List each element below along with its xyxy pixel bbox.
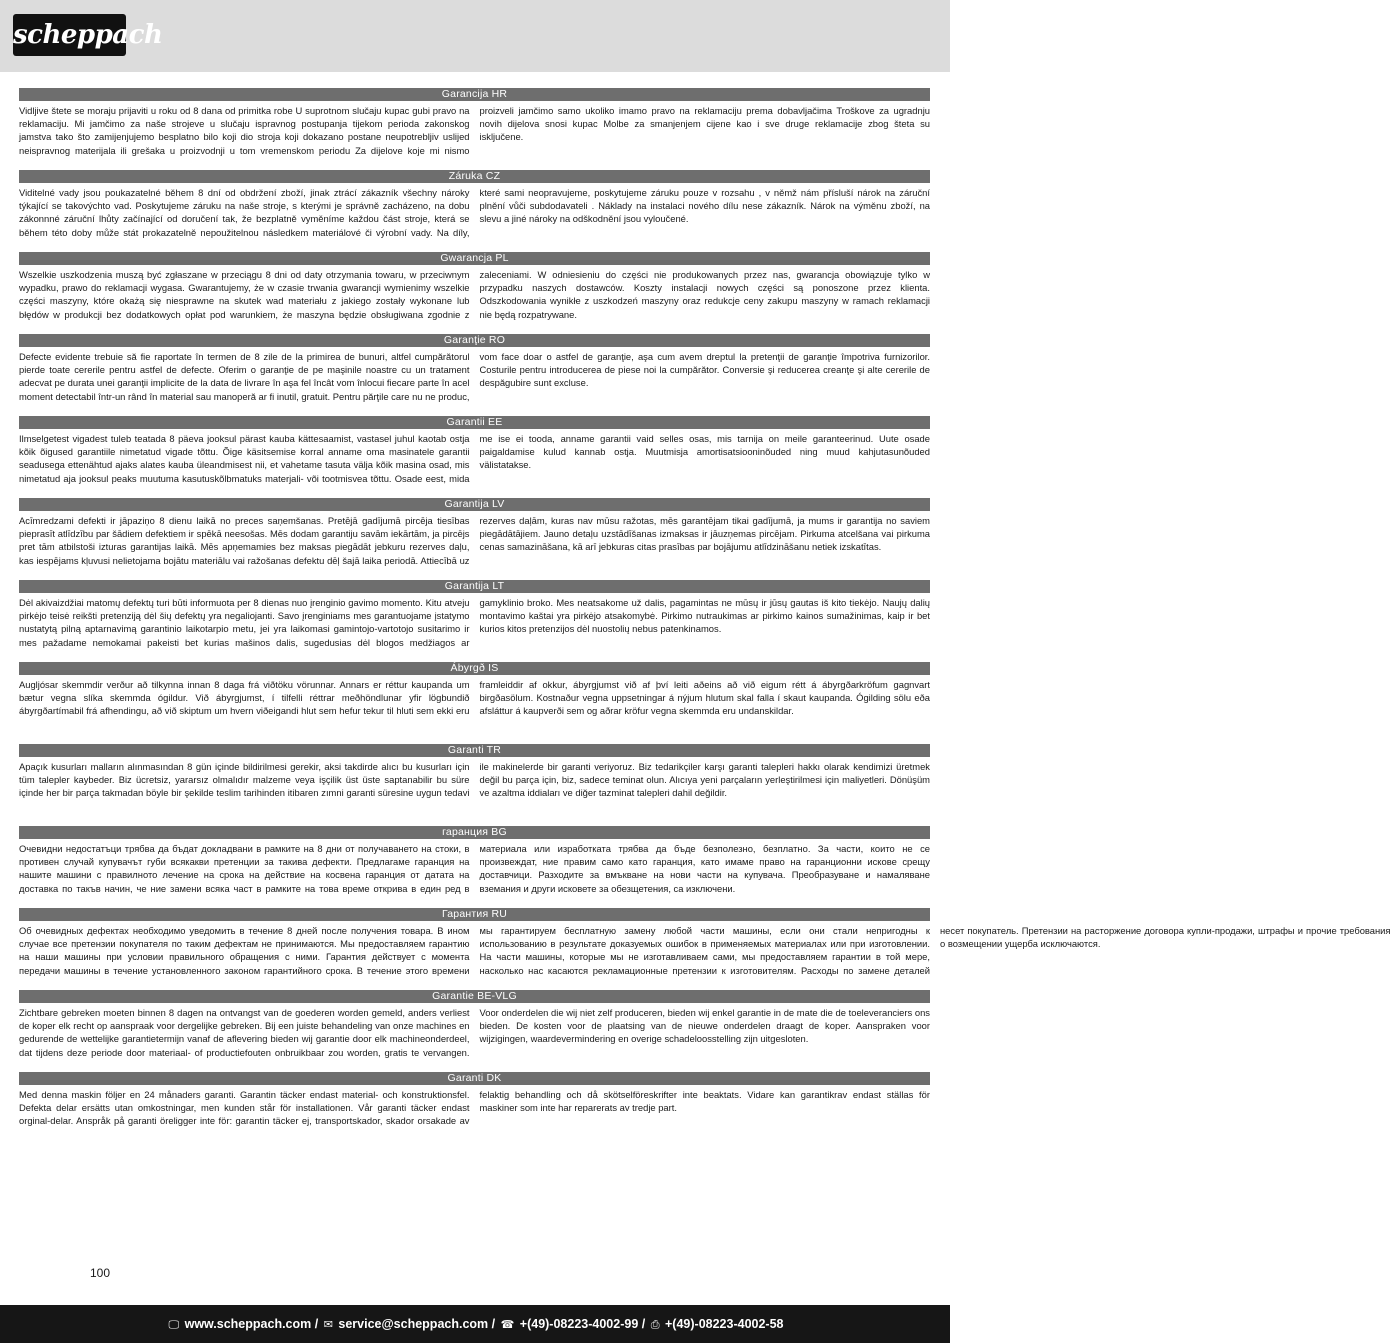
page-header [0,0,950,72]
warranty-section-pl [19,252,930,334]
page-footer [0,1305,950,1343]
section-text: Viditelné vady jsou poukazatelné během 8 dní od obdržení zboží, jinak ztrácí zákazník všechny nároky týkající se takovýchto vad. Poskytujeme záruku na naše stroje, s kterými je správně zacházeno, na dobu zákonnné záruční lhůty začínající od doručení tak, že bezplatně vyměníme každou část stroje, která se během této doby může stát prokazatelně nepoužitelnou následkem materiálové či výrobní vady. Na díly, které sami neopravujeme, poskytujeme záruku pouze v rozsahu , v němž nám přísluší nárok na záruční plnění vůči subdodavateli . Náklady na instalaci nového dílu nese zákazník. Nárok na výměnu zboží, na slevu a jiné nároky na odškodnění jsou vyloučené. [19,187,930,238]
section-title: Ábyrgð IS [19,662,930,675]
section-title: Garanţie RO [19,334,930,347]
warranty-section-ee [19,416,930,498]
section-title: Garantii EE [19,416,930,429]
section-text: Очевидни недостатъци трябва да бъдат докладвани в рамките на 8 дни от получаването на стоки, в противен случай купувачът губи всякакви претенции за такива дефекти. Предлагаме гаранция на нашите машини с правилното лечение на срока на действие на косвена гаранция от датата на доставка по такъв начин, че ние замени всяка част в рамките на това време открива в един ред в материала или изработката трябва да бъде безполезно, безплатно. За части, които не се произвеждат, ние правим само като гаранция, като имаме право на гаранционни искове срещу доставчици. Разходите за вмъкване на нови части на купувача. Преобразуване и намаляване вземания и други исковете за обезщетения, са изключени. [19,843,930,894]
footer-email-link[interactable]: service@scheppach.com / [338,1317,496,1331]
warranty-section-hr [19,88,930,170]
section-text: Augljósar skemmdir verður að tilkynna innan 8 daga frá viðtöku vörunnar. Annars er réttur kaupanda um bætur vegna slíka skemmda ógildur. Við ábyrgjumst, í tilfelli réttrar meðhöndlunar yfir lögbundið ábyrgðartímabil frá afhendingu, að við skiptum um hvern viðeigandi hlut sem hefur tekur til hluti sem ekki eru framleiddir af okkur, ábyrgjumst við af því leiti aðeins að við eigum rétt á ábyrgðarkröfum gagnvart birgðasölum. Kostnaður vegna uppsetningar á nýjum hlutum skal falla í skaut kaupanda. Ógilding sölu eða afsláttur á kaupverði sem og aðrar kröfur vegna skemmda eru undanskildar. [19,679,930,717]
warranty-section-ru [19,908,1391,990]
section-text: Apaçık kusurları malların alınmasından 8 gün içinde bildirilmesi gerekir, aksi takdirde alıcı bu kusurları için tüm talepler kaybeder. Biz ücretsiz, yararsız olmalıdır malzeme veya işçilik üst üste saptanabilir bu süre içinde her bir parça takmadan böyle bir şekilde teslim tarihinden itibaren zımni garanti süresine uygun tedavi ile makinelerde bir garanti veriyoruz. Biz tedarikçiler karşı garanti talepleri hakkı olarak kendimizi üretmek değil bu parça için, biz, sadece teminat olun. Alıcıya yeni parçaların yerleştirilmesi için maliyetleri. Dönüşüm ve azaltma iddiaları ve diğer tazminat talepleri dahil değildir. [19,761,930,799]
footer-phone: +(49)-08223-4002-99 / [519,1317,646,1331]
page-number: 100 [90,1266,111,1280]
section-text: Zichtbare gebreken moeten binnen 8 dagen na ontvangst van de goederen worden gemeld, anders verliest de koper elk recht op aanspraak voor dergelijke gebreken. Bij een juiste behandeling van onze machines en gedurende de wettelijke garantietermijn vanaf de aflevering bieden wij garantie door elk machineonderdeel, dat tijdens deze periode door materiaal- of productiefouten onbruikbaar zou worden, gratis te vervangen. Voor onderdelen die wij niet zelf produceren, bieden wij enkel garantie in de mate die de toeleveranciers ons bieden. De kosten voor de plaatsing van de nieuwe onderdelen draagt de koper. Aanspraken voor wijzigingen, waardevermindering en overige schadeloosstelling zijn uitgesloten. [19,1007,930,1058]
warranty-section-cz [19,170,930,252]
section-title: Garanti TR [19,744,930,757]
mail-icon: ✉ [323,1319,333,1331]
section-title: Garancija HR [19,88,930,101]
warranty-section-be-vlg [19,990,930,1072]
warranty-section-ro [19,334,930,416]
warranty-section-lt [19,580,930,662]
warranty-section-lv [19,498,930,580]
warranty-content [19,88,1391,1154]
footer-website-link[interactable]: www.scheppach.com / [184,1317,319,1331]
section-title: Garantija LV [19,498,930,511]
warranty-section-bg [19,826,930,908]
monitor-icon: 🖵 [168,1319,180,1331]
section-text: Wszelkie uszkodzenia muszą być zgłaszane w przeciągu 8 dni od daty otrzymania towaru, w przeciwnym wypadku, prawo do reklamacji wygasa. Gwarantujemy, że w czasie trwania gwarancji wymienimy wszelkie części maszyny, które okażą się niesprawne na skutek wad materiału z jakiego zostały wykonane lub błędów w produkcji bez dodatkowych opłat pod warunkiem, że maszyna będzie obsługiwana zgodnie z zaleceniami. W odniesieniu do części nie produkowanych przez nas, gwarancja obowiązuje tylko w przypadku naszych dostawców. Koszty instalacji nowych części są ponoszone przez klienta. Odszkodowania wynikłe z uszkodzeń maszyny oraz redukcje ceny zakupu maszyny w ramach reklamacji nie będą rozpatrywane. [19,269,930,320]
section-text: Med denna maskin följer en 24 månaders garanti. Garantin täcker endast material- och konstruktionsfel. Defekta delar ersätts utan omkostningar, men kunden står för installationen. Vår garanti täcker endast orginal-delar. Anspråk på garanti öreligger inte för: garantin täcker ej, transportskador, skador orsakade av felaktig behandling och då skötselföreskrifter inte beaktats. Vidare kan garantikrav endast ställas för maskiner som inte har reparerats av tredje part. [19,1089,930,1127]
fax-icon: ⎙ [650,1319,660,1331]
section-text: Defecte evidente trebuie să fie raportate în termen de 8 zile de la primirea de bunuri, altfel cumpărătorul pierde toate cererile pentru astfel de defecte. Oferim o garanţie de pe maşinile noastre cu un tratament adecvat pe durata unei garanţii implicite de la data de livrare în aşa fel încât vom înlocui fiecare parte în acel moment detectabil într-un rând în material sau manoperă ar fi inutil, gratuit. Pentru părţile care nu ne produc, vom face doar o astfel de garanţie, aşa cum avem dreptul la pretenţii de garanţie împotriva furnizorilor. Costurile pentru introducerea de piese noi la cumpărător. Conversie şi reducerea creanţe şi alte cererile de despăgubire sunt excluse. [19,351,930,402]
phone-icon: ☎ [500,1319,515,1331]
section-title: Garanti DK [19,1072,930,1085]
scheppach-logo: scheppach [13,14,126,56]
section-title: Гарантия RU [19,908,930,921]
section-text: Ilmselgetest vigadest tuleb teatada 8 päeva jooksul pärast kauba kättesaamist, vastasel juhul kaotab ostja kõik õigused garantiile nimetatud vigade tõttu. Õige käsitsemise korral anname oma masinatele garantii seadusega ettenähtud ajaks alates kauba üleandmisest nii, et vahetame tasuta välja kõik masina osad, mis nimetatud aja jooksul peaks muutuma kasutuskõlbmatuks materjali- või tootmisvea tõttu. Osade eest, mida me ise ei tooda, anname garantii vaid selles osas, mis tarnija on meile garanteerinud. Uute osade paigaldamise kulud kannab ostja. Muutmisja amortisatsiooninõuded ning muud kahjutasunõuded välistatakse. [19,433,930,484]
section-text: Vidljive štete se moraju prijaviti u roku od 8 dana od primitka robe U suprotnom slučaju kupac gubi pravo na reklamaciju. Mi jamčimo za naše strojeve u slučaju ispravnog postupanja tijekom perioda zakonskog jamstva tako što zamijenjujemo besplatno bilo koji dio stroja koji dokazano postane neupotrebljiv uslijed neispravnog materijala ili grešaka u proizvodnji u tom vremenskom periodu Za dijelove koje mi nismo proizveli jamčimo samo ukoliko imamo pravo na reklamaciju prema dobavljačima Troškove za ugradnju novih dijelova snosi kupac Molbe za smanjenjem cijene kao i sve druge reklamacije zbog šteta su isključene. [19,105,930,156]
warranty-section-tr [19,744,930,826]
section-title: Záruka CZ [19,170,930,183]
section-title: Gwarancja PL [19,252,930,265]
section-text: Dėl akivaizdžiai matomų defektų turi būti informuota per 8 dienas nuo įrenginio gavimo momento. Kitu atveju pirkėjo teisė reikšti pretenziją dėl šių defektų yra negaliojanti. Savo įrenginiams mes garantuojame įstatymo nustatytą pilną aptarnavimą garantinio laikotarpio metu, jei yra laikomasi gamintojo-vartotojo susitarimo ir mes pažadame nemokamai pakeisti bet kurias mašinos dalis, sugedusias dėl blogos medžiagos ar gamyklinio broko. Mes neatsakome už dalis, pagamintas ne mūsų ir jūsų gautas iš kito tiekėjo. Naujų dalių montavimo kaštai yra pirkėjo atsakomybė. Pirkimo nutraukimas ar pirkimo kainos sumažinimas, kaip ir bet kurios kitos pretenzijos dėl nuostolių nebus patenkinamos. [19,597,930,648]
section-title: Garantie BE-VLG [19,990,930,1003]
section-text: Об очевидных дефектах необходимо уведомить в течение 8 дней после получения товара. В ином случае все претензии покупателя по таким дефектам не принимаются. Мы предоставляем гарантию на наши машины при условии правильного обращения с ними. Гарантия действует с момента передачи машины в течение установленного законом гарантийного срока. В течение этого времени мы гарантируем бесплатную замену любой части машины, если они стали непригодны к использованию в результате доказуемых ошибок в применяемых материалах или при изготовлении. На части машины, которые мы не изготавливаем сами, мы предоставляем гарантии в той мере, насколько нас касаются рекламационные претензии к изготовителям. Расходы по замене деталей несет покупатель. Претензии на расторжение договора купли-продажи, штрафы и прочие требования о возмещении ущерба исключаются. [19,925,1391,976]
warranty-section-dk [19,1072,930,1154]
section-text: Acīmredzami defekti ir jāpaziņo 8 dienu laikā no preces saņemšanas. Pretējā gadījumā pircēja tiesības pieprasīt atlīdzību par šādiem defektiem ir spēkā neesošas. Mēs dodam garantiju savām iekārtām, ja pircējs pret tām atbilstoši izturas garantijas laikā. Mēs apņemamies bez maksas piegādāt jebkuru rezerves daļu, kas iespējams kļuvusi nelietojama bojātu materiālu vai ražošanas defektu dēļ šajā laika periodā. Attiecībā uz rezerves daļām, kuras nav mūsu ražotas, mēs garantējam tikai gadījumā, ja mums ir garantija no saviem piegādātājiem. Jauno detaļu uzstādīšanas izmaksas ir jāuzņemas pircējam. Pirkuma atcelšana vai pirkuma cenas samazināšana, kā arī jebkuras citas prasības par bojājumu atlīdzināšanu netiek izskatītas. [19,515,930,566]
footer-fax: +(49)-08223-4002-58 [665,1317,784,1331]
section-title: Garantija LT [19,580,930,593]
warranty-section-is [19,662,930,744]
section-title: гаранция BG [19,826,930,839]
